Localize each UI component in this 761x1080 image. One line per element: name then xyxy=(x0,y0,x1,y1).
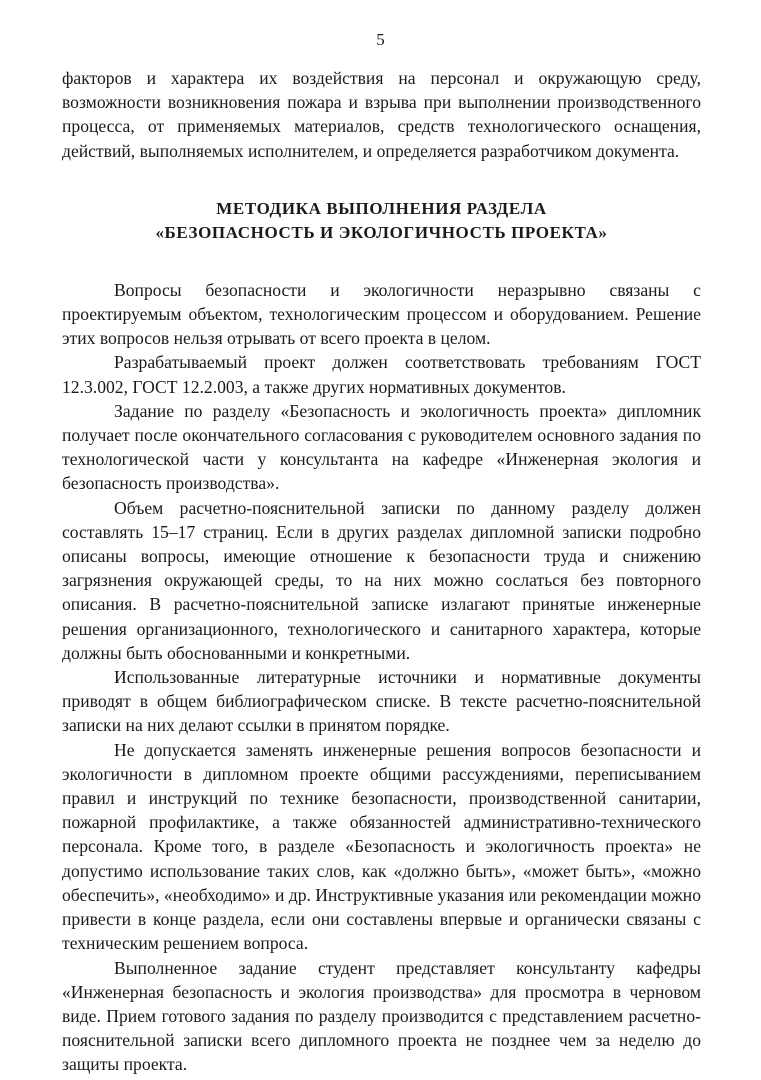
page-number: 5 xyxy=(376,30,385,49)
paragraph-3: Задание по разделу «Безопасность и экологичность проекта» дипломник получает после окончательного согласования с руководителем основного задания по технологической части у консультанта на кафедре «Инженерная экология и безопасность производства». xyxy=(62,400,701,494)
paragraph-4: Объем расчетно-пояснительной записки по данному разделу должен составлять 15–17 страниц. Если в других разделах дипломной записки подробно описаны вопросы, имеющие отношение к безопасности труда и снижению загрязнения окружающей среды, то на них можно сослаться без повторного описания. В расчетно-пояснительной записке излагают принятые инженерные решения организационного, технологического и санитарного характера, которые должны быть обоснованными и конкретными. xyxy=(62,497,701,663)
section-heading xyxy=(62,197,701,246)
paragraph-7: Выполненное задание студент представляет консультанту кафедры «Инженерная безопасность и экология производства» для просмотра в черновом виде. Прием готового задания по разделу производится с представлением расчетно-пояснительной записки всего дипломного проекта не позднее чем за неделю до защиты проекта. xyxy=(62,957,701,1075)
document-body xyxy=(62,66,701,1077)
paragraph-5: Использованные литературные источники и нормативные документы приводят в общем библиографическом списке. В тексте расчетно-пояснительной записки на них делают ссылки в принятом порядке. xyxy=(62,667,701,736)
intro-paragraph: факторов и характера их воздействия на персонал и окружающую среду, возможности возникновения пожара и взрыва при выполнении производственного процесса, от применяемых материалов, средств технологического оснащения, действий, выполняемых исполнителем, и определяется разработчиком документа. xyxy=(62,68,701,161)
section-heading-line-1: МЕТОДИКА ВЫПОЛНЕНИЯ РАЗДЕЛА xyxy=(216,198,547,218)
section-heading-line-2: «БЕЗОПАСНОСТЬ И ЭКОЛОГИЧНОСТЬ ПРОЕКТА» xyxy=(155,223,608,243)
paragraph-2: Разрабатываемый проект должен соответствовать требованиям ГОСТ 12.3.002, ГОСТ 12.2.003, а также других нормативных документов. xyxy=(62,352,701,397)
paragraph-1: Вопросы безопасности и экологичности неразрывно связаны с проектируемым объектом, технологическим процессом и оборудованием. Решение этих вопросов нельзя отрывать от всего проекта в целом. xyxy=(62,279,701,349)
paragraph-6: Не допускается заменять инженерные решения вопросов безопасности и экологичности в дипломном проекте общими рассуждениями, переписыванием правил и инструкций по технике безопасности, производственной санитарии, пожарной профилактике, а также обязанностей административно-технического персонала. Кроме того, в разделе «Безопасность и экологичность проекта» не допустимо использование таких слов, как «должно быть», «может быть», «можно обеспечить», «необходимо» и др. Инструктивные указания или рекомендации можно привести в конце раздела, если они составлены впервые и органически связаны с техническим решением вопроса. xyxy=(62,739,701,954)
